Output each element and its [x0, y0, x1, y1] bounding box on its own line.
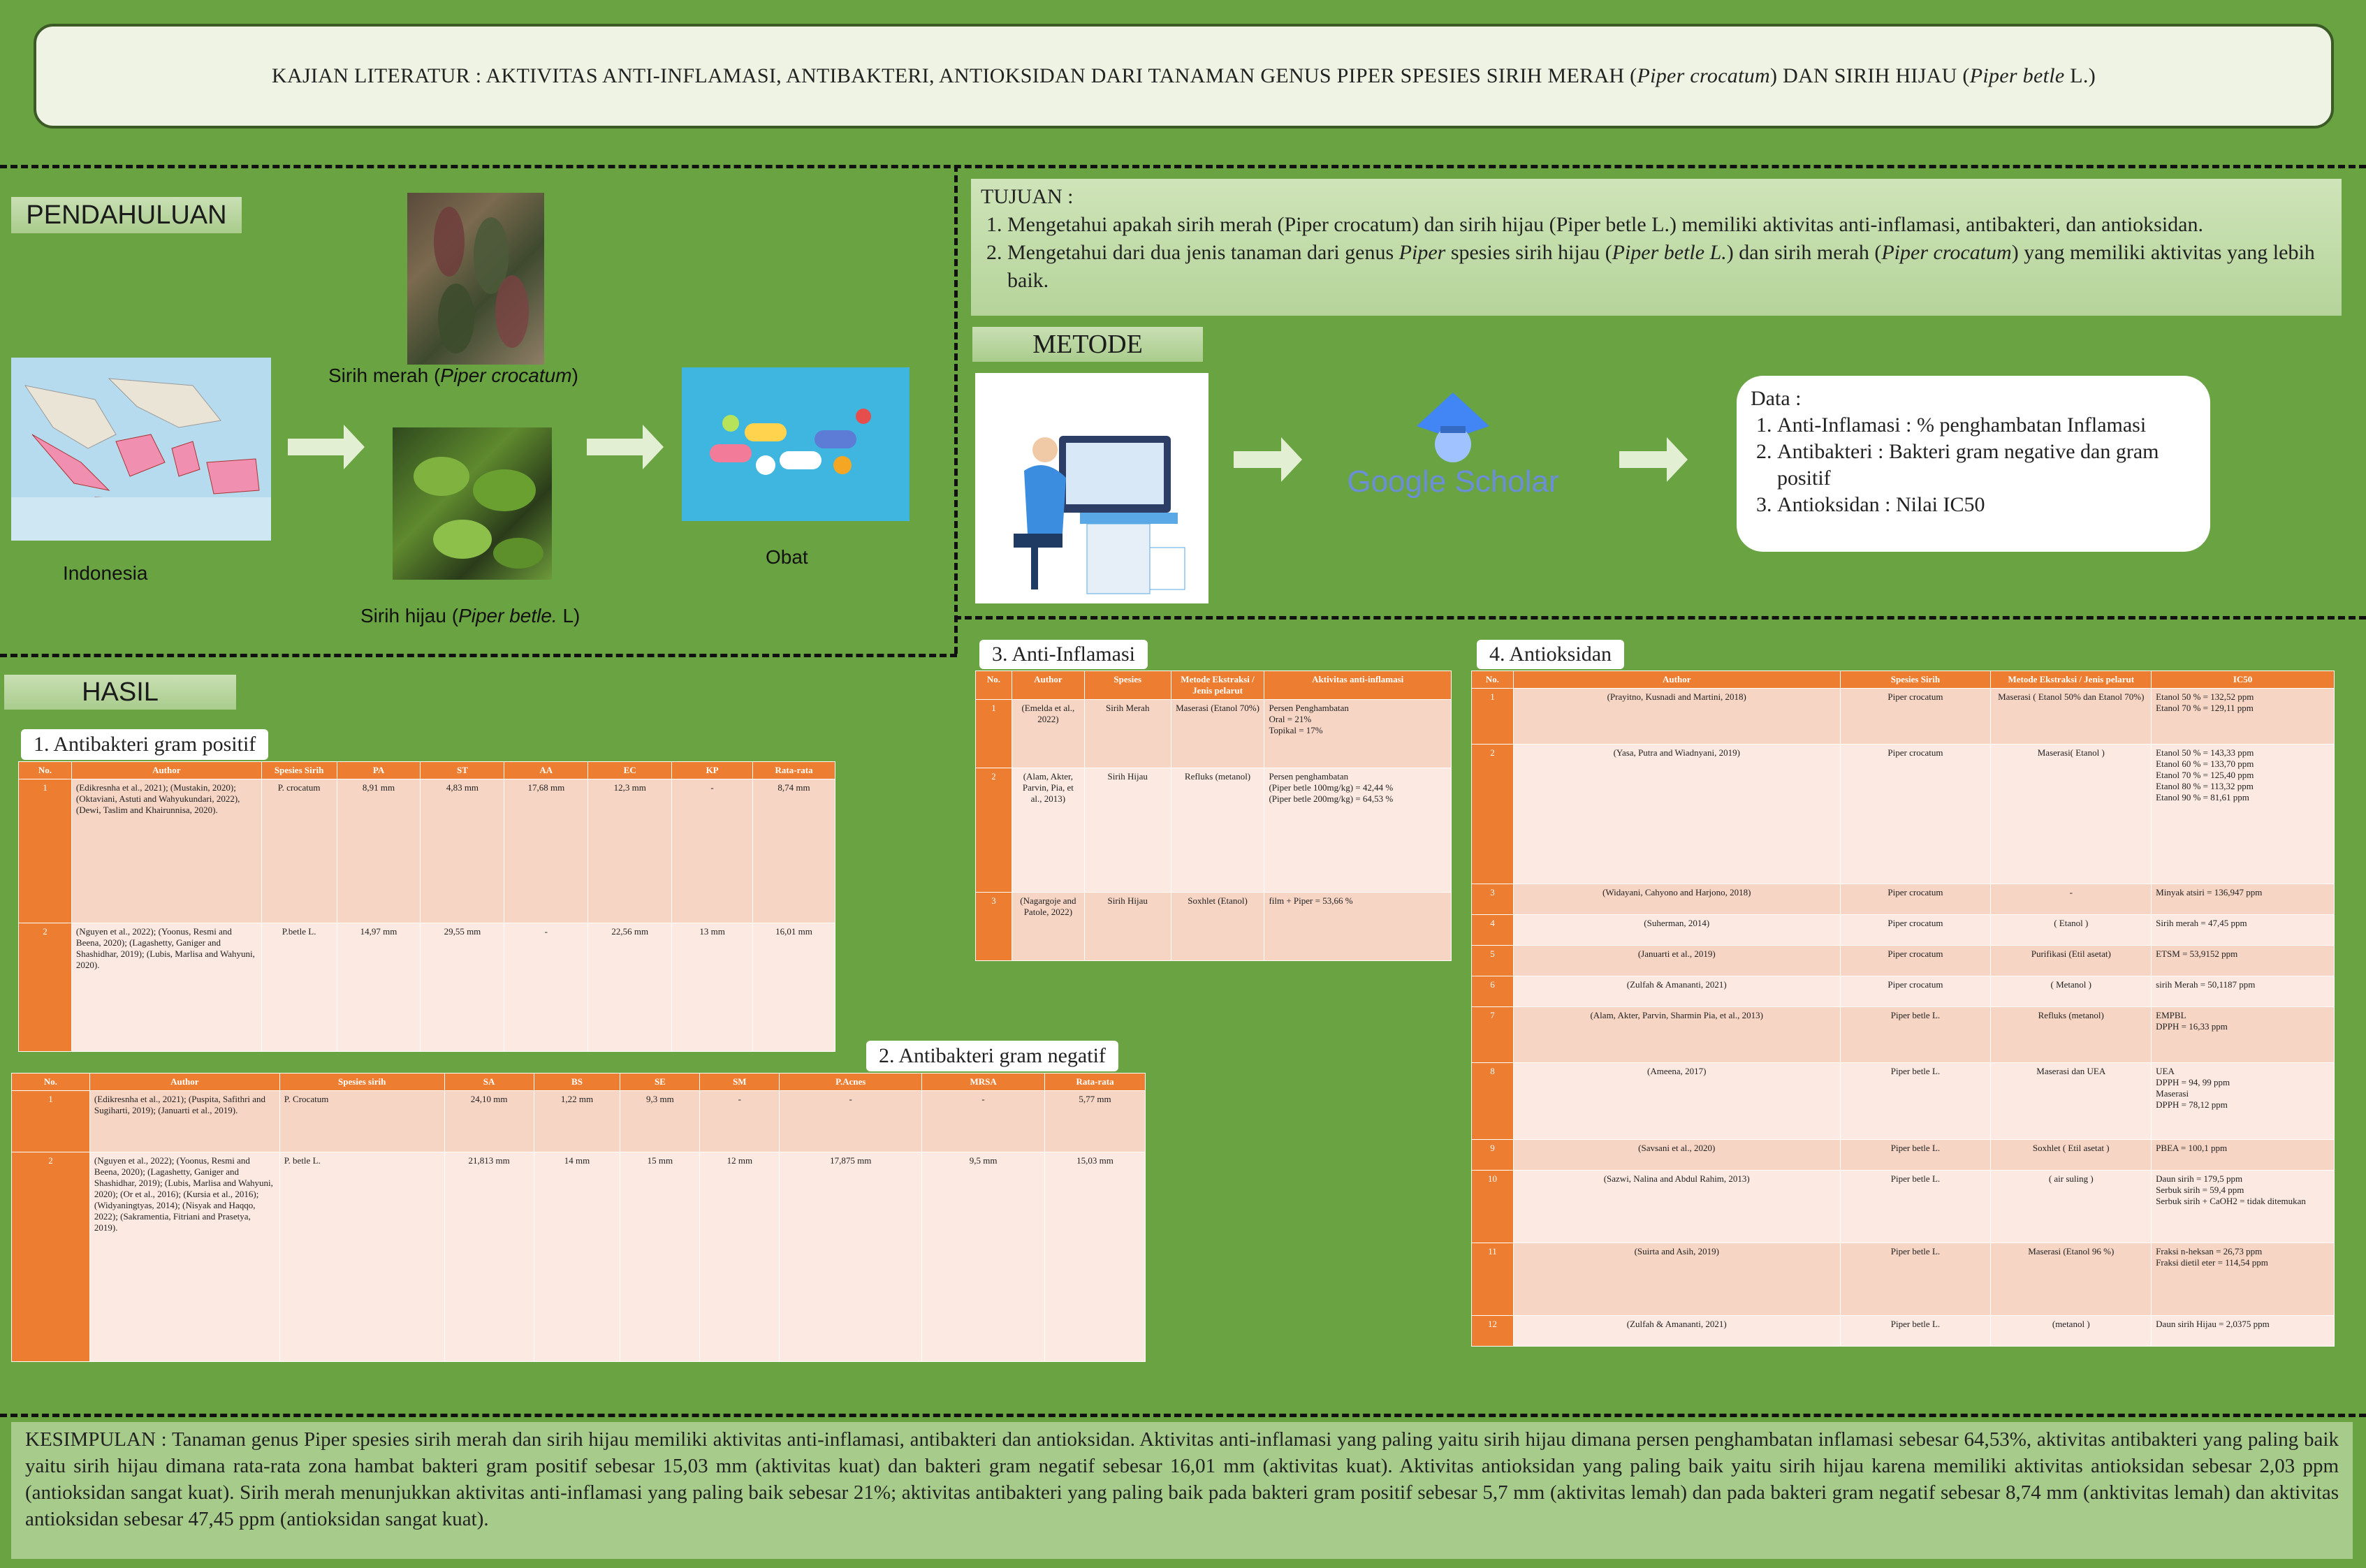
table-row	[1472, 1243, 2335, 1316]
t4-cell: PBEA = 100,1 ppm	[2152, 1140, 2335, 1171]
table-row	[1472, 946, 2335, 976]
t1-header-cell: KP	[672, 762, 753, 779]
t2-header-cell: Author	[89, 1074, 279, 1091]
t4-cell: Fraksi n-heksan = 26,73 ppm Fraksi dietil eter = 114,54 ppm	[2152, 1243, 2335, 1316]
t1-cell: 4,83 mm	[421, 779, 504, 923]
t4-cell: Soxhlet ( Etil asetat )	[1991, 1140, 2152, 1171]
t4-cell: 5	[1472, 946, 1514, 976]
table-row	[1472, 915, 2335, 946]
title-text-c: L.)	[2064, 64, 2096, 87]
data-list	[1751, 412, 2196, 518]
table-row	[1472, 745, 2335, 884]
t4-cell: 10	[1472, 1171, 1514, 1243]
t1-header-cell: PA	[337, 762, 421, 779]
t2-cell: 2	[12, 1152, 90, 1362]
t4-cell: Piper crocatum	[1840, 915, 1991, 946]
t1-header-cell: ST	[421, 762, 504, 779]
sirih-hijau-label-a: Sirih hijau (	[360, 605, 459, 627]
t3-header-cell: Author	[1012, 671, 1084, 700]
kesimpulan-box	[11, 1422, 2353, 1559]
pendahuluan-label: PENDAHULUAN	[11, 197, 242, 233]
t4-cell: (Alam, Akter, Parvin, Sharmin Pia, et al., 2013)	[1513, 1007, 1840, 1063]
t2-cell: 9,5 mm	[922, 1152, 1045, 1362]
t2-cell: 24,10 mm	[444, 1091, 534, 1152]
t4-cell: Daun sirih Hijau = 2,0375 ppm	[2152, 1316, 2335, 1347]
t4-cell: 11	[1472, 1243, 1514, 1316]
divider-right-horizontal	[954, 616, 2366, 620]
tujuan-item-2	[1007, 239, 2332, 295]
sirih-merah-photo	[407, 193, 544, 365]
t1-cell: 13 mm	[672, 923, 753, 1052]
table3-header	[976, 671, 1452, 700]
table-antibakteri-positif	[18, 761, 835, 1052]
arrow-icon	[288, 439, 345, 455]
t2-cell: (Edikresnha et al., 2021); (Puspita, Safithri and Sugiharti, 2019); (Januarti et al., 2019).	[89, 1091, 279, 1152]
data-box	[1737, 376, 2210, 552]
t1-cell: P. crocatum	[261, 779, 337, 923]
google-scholar-text: Google Scholar	[1347, 464, 1559, 499]
t4-cell: (Widayani, Cahyono and Harjono, 2018)	[1513, 884, 1840, 915]
t3-cell: 2	[976, 768, 1012, 893]
t4-cell: Piper crocatum	[1840, 976, 1991, 1007]
t4-cell: Etanol 50 % = 132,52 ppm Etanol 70 % = 129,11 ppm	[2152, 689, 2335, 745]
t2-cell: 1,22 mm	[534, 1091, 620, 1152]
sirih-hijau-label-b: L)	[557, 605, 580, 627]
table-row	[1472, 1171, 2335, 1243]
t4-header-cell: No.	[1472, 671, 1514, 689]
table-antibakteri-negatif	[11, 1073, 1146, 1362]
tujuan-item-2-b: spesies sirih hijau (	[1445, 241, 1612, 264]
t1-cell: 8,91 mm	[337, 779, 421, 923]
t4-cell: ETSM = 53,9152 ppm	[2152, 946, 2335, 976]
t1-cell: 14,97 mm	[337, 923, 421, 1052]
t4-cell: Piper crocatum	[1840, 884, 1991, 915]
t4-cell: Maserasi( Etanol )	[1991, 745, 2152, 884]
t4-cell: 8	[1472, 1063, 1514, 1140]
tujuan-item-2-d: ) yang memiliki aktivitas yang lebih baik.	[1007, 241, 2315, 292]
map-label: Indonesia	[63, 562, 148, 584]
t4-cell: (metanol )	[1991, 1316, 2152, 1347]
t1-cell: (Nguyen et al., 2022); (Yoonus, Resmi and Beena, 2020); (Lagashetty, Ganiger and Shashidhar, 2019); (Lubis, Marlisa and Wahyuni, 2020).	[71, 923, 261, 1052]
t2-header-cell: SM	[700, 1074, 780, 1091]
sirih-hijau-photo	[393, 427, 552, 580]
tujuan-item-1: 1. Mengetahui apakah sirih merah (Piper crocatum) dan sirih hijau (Piper betle L.) memiliki aktivitas anti-inflamasi, antibakteri, dan antioksidan.	[1007, 211, 2332, 239]
table-antioksidan	[1471, 671, 2335, 1347]
t1-header-cell: Rata-rata	[753, 762, 835, 779]
t2-cell: 15,03 mm	[1045, 1152, 1146, 1362]
t4-cell: UEA DPPH = 94, 99 ppm Maserasi DPPH = 78,12 ppm	[2152, 1063, 2335, 1140]
kesimpulan-text: KESIMPULAN : Tanaman genus Piper spesies sirih merah dan sirih hijau memiliki aktivitas anti-inflamasi, antibakteri dan antioksidan. Aktivitas anti-inflamasi yang paling yaitu sirih hijau dimana persen penghambatan inflamasi sebesar 64,53%, aktivitas antibakteri yang paling baik yaitu sirih hijau dimana rata-rata zona hambat bakteri gram positif sebesar 15,03 mm (aktivitas kuat) dan bakteri gram negatif sebesar 16,01 mm (aktivitas kuat). Aktivitas antioksidan yang paling baik yaitu sirih hijau karena memiliki aktivitas antioksidan sebesar 2,03 ppm (antioksidan sangat kuat). Sirih merah menunjukkan aktivitas anti-inflamasi yang paling baik sebesar 21%; aktivitas antibakteri yang paling baik pada bakteri gram positif sebesar 5,7 mm (aktivitas lemah) dan pada bakteri gram negatif sebesar 8,74 mm (anktivitas lemah) dan aktivitas antioksidan sebesar 47,45 ppm (antioksidan sangat kuat).	[25, 1428, 2339, 1530]
table-row	[1472, 1140, 2335, 1171]
t2-header-cell: P.Acnes	[780, 1074, 922, 1091]
t3-cell: (Emelda et al., 2022)	[1012, 700, 1084, 768]
t3-cell: 1	[976, 700, 1012, 768]
t1-header-cell: No.	[19, 762, 72, 779]
t4-cell: 12	[1472, 1316, 1514, 1347]
divider-bottom	[0, 1414, 2366, 1417]
t4-cell: Piper betle L.	[1840, 1316, 1991, 1347]
t4-cell: (Yasa, Putra and Wiadnyani, 2019)	[1513, 745, 1840, 884]
tujuan-item-2-i1: Piper	[1399, 241, 1446, 264]
title-italic-b: Piper betle	[1969, 64, 2065, 87]
t2-cell: -	[780, 1091, 922, 1152]
leaf-icon	[407, 193, 544, 365]
t4-cell: 1	[1472, 689, 1514, 745]
t3-header-cell: Metode Ekstraksi / Jenis pelarut	[1171, 671, 1264, 700]
table-anti-inflamasi	[975, 671, 1452, 961]
tujuan-item-2-i2: Piper betle L.	[1612, 241, 1727, 264]
t4-header-cell: Spesies Sirih	[1840, 671, 1991, 689]
t2-cell: 14 mm	[534, 1152, 620, 1362]
t4-cell: 3	[1472, 884, 1514, 915]
table2-caption: 2. Antibakteri gram negatif	[866, 1041, 1118, 1071]
sirih-hijau-label-italic: Piper betle.	[458, 605, 557, 627]
t2-cell: 1	[12, 1091, 90, 1152]
tujuan-list	[981, 211, 2332, 295]
t4-cell: EMPBL DPPH = 16,33 ppm	[2152, 1007, 2335, 1063]
t2-header-cell: BS	[534, 1074, 620, 1091]
divider-mid-vertical	[954, 165, 958, 654]
arrow-icon	[1234, 451, 1283, 468]
t2-header-cell: No.	[12, 1074, 90, 1091]
google-scholar-logo	[1343, 388, 1563, 514]
table-row	[976, 700, 1452, 768]
t4-cell: ( air suling )	[1991, 1171, 2152, 1243]
t2-cell: (Nguyen et al., 2022); (Yoonus, Resmi and Beena, 2020); (Lagashetty, Ganiger and Shashidhar, 2019); (Lubis, Marlisa and Wahyuni, 2020); (Or et al., 2016); (Kursia et al., 2016); (Widyaningtyas, 2014); (Nisyak and Haqqo, 2022); (Sakramentia, Fitriani and Prasetya, 2019).	[89, 1152, 279, 1362]
t1-cell: 8,74 mm	[753, 779, 835, 923]
data-title: Data :	[1751, 387, 1802, 410]
table4-caption: 4. Antioksidan	[1477, 640, 1624, 669]
hasil-label: HASIL	[4, 675, 236, 710]
t4-cell: (Zulfah & Amananti, 2021)	[1513, 1316, 1840, 1347]
t4-cell: Maserasi dan UEA	[1991, 1063, 2152, 1140]
t4-cell: (Prayitno, Kusnadi and Martini, 2018)	[1513, 689, 1840, 745]
sirih-merah-label-a: Sirih merah (	[328, 365, 441, 386]
t2-cell: P. Crocatum	[279, 1091, 444, 1152]
title-italic-a: Piper crocatum	[1637, 64, 1771, 87]
t4-header-cell: Author	[1513, 671, 1840, 689]
table-row	[1472, 976, 2335, 1007]
t4-cell: (Januarti et al., 2019)	[1513, 946, 1840, 976]
table4-header	[1472, 671, 2335, 689]
sirih-merah-label-b: )	[571, 365, 578, 386]
t3-cell: (Alam, Akter, Parvin, Pia, et al., 2013)	[1012, 768, 1084, 893]
tujuan-label: TUJUAN :	[981, 185, 1074, 208]
tujuan-item-2-a: Mengetahui dari dua jenis tanaman dari genus	[1007, 241, 1399, 264]
t4-cell: 9	[1472, 1140, 1514, 1171]
t4-cell: sirih Merah = 50,1187 ppm	[2152, 976, 2335, 1007]
t1-header-cell: EC	[588, 762, 672, 779]
leaf-icon	[393, 427, 552, 580]
table-row	[976, 893, 1452, 961]
t3-header-cell: Spesies	[1084, 671, 1171, 700]
t4-cell: Piper crocatum	[1840, 689, 1991, 745]
t1-cell: 12,3 mm	[588, 779, 672, 923]
t3-cell: Sirih Hijau	[1084, 893, 1171, 961]
t2-cell: 21,813 mm	[444, 1152, 534, 1362]
t3-cell: Persen Penghambatan Oral = 21% Topikal = 17%	[1264, 700, 1452, 768]
t2-header-cell: SA	[444, 1074, 534, 1091]
t4-cell: Piper betle L.	[1840, 1063, 1991, 1140]
t2-cell: P. betle L.	[279, 1152, 444, 1362]
tujuan-box	[971, 179, 2342, 316]
t4-cell: Piper betle L.	[1840, 1007, 1991, 1063]
t1-cell: (Edikresnha et al., 2021); (Mustakin, 2020); (Oktaviani, Astuti and Wahyukundari, 2022), (Dewi, Taslim and Khairunnisa, 2020).	[71, 779, 261, 923]
table3-caption: 3. Anti-Inflamasi	[979, 640, 1148, 669]
t4-cell: (Suirta and Asih, 2019)	[1513, 1243, 1840, 1316]
t2-cell: 5,77 mm	[1045, 1091, 1146, 1152]
title-text-a: KAJIAN LITERATUR : AKTIVITAS ANTI-INFLAMASI, ANTIBAKTERI, ANTIOKSIDAN DARI TANAMAN GENUS PIPER SPESIES SIRIH MERAH (	[272, 64, 1637, 87]
t4-cell: Minyak atsiri = 136,947 ppm	[2152, 884, 2335, 915]
data-item-3: 3. Antioksidan : Nilai IC50	[1777, 492, 2196, 518]
t2-cell: 17,875 mm	[780, 1152, 922, 1362]
arrow-icon	[587, 439, 644, 455]
t3-header-cell: Aktivitas anti-inflamasi	[1264, 671, 1452, 700]
map-icon	[11, 358, 271, 541]
title-text-b: ) DAN SIRIH HIJAU (	[1770, 64, 1970, 87]
t3-cell: (Nagargoje and Patole, 2022)	[1012, 893, 1084, 961]
table-row	[12, 1152, 1146, 1362]
t4-cell: Refluks (metanol)	[1991, 1007, 2152, 1063]
t1-cell: -	[672, 779, 753, 923]
table-row	[1472, 1063, 2335, 1140]
t2-header-cell: SE	[620, 1074, 700, 1091]
t1-cell: P.betle L.	[261, 923, 337, 1052]
t4-cell: Piper betle L.	[1840, 1243, 1991, 1316]
divider-left-horizontal	[0, 654, 957, 657]
sirih-merah-label	[328, 365, 578, 387]
t4-cell: (Zulfah & Amananti, 2021)	[1513, 976, 1840, 1007]
t4-cell: 4	[1472, 915, 1514, 946]
t4-cell: -	[1991, 884, 2152, 915]
data-item-1: 1. Anti-Inflamasi : % penghambatan Inflamasi	[1777, 412, 2196, 439]
table-row	[12, 1091, 1146, 1152]
t2-header-cell: Spesies sirih	[279, 1074, 444, 1091]
t1-cell: 29,55 mm	[421, 923, 504, 1052]
t3-header-cell: No.	[976, 671, 1012, 700]
t4-cell: (Ameena, 2017)	[1513, 1063, 1840, 1140]
table-row	[19, 779, 835, 923]
t3-cell: Refluks (metanol)	[1171, 768, 1264, 893]
t1-header-cell: Author	[71, 762, 261, 779]
t4-cell: ( Metanol )	[1991, 976, 2152, 1007]
t1-cell: 22,56 mm	[588, 923, 672, 1052]
table-row	[1472, 1007, 2335, 1063]
table-row	[976, 768, 1452, 893]
sirih-hijau-label	[360, 605, 580, 627]
t4-cell: Maserasi (Etanol 96 %)	[1991, 1243, 2152, 1316]
table1-header	[19, 762, 835, 779]
t1-cell: 17,68 mm	[504, 779, 588, 923]
t1-cell: -	[504, 923, 588, 1052]
pills-icon	[682, 367, 910, 521]
data-item-2: 2. Antibakteri : Bakteri gram negative dan gram positif	[1777, 439, 2196, 492]
t2-cell: 15 mm	[620, 1152, 700, 1362]
table-row	[1472, 1316, 2335, 1347]
t3-cell: Soxhlet (Etanol)	[1171, 893, 1264, 961]
t3-cell: Sirih Hijau	[1084, 768, 1171, 893]
researcher-illustration	[975, 373, 1208, 603]
metode-label: METODE	[972, 327, 1203, 362]
t4-cell: ( Etanol )	[1991, 915, 2152, 946]
t4-cell: Purifikasi (Etil asetat)	[1991, 946, 2152, 976]
t4-cell: Daun sirih = 179,5 ppm Serbuk sirih = 59,4 ppm Serbuk sirih + CaOH2 = tidak ditemukan	[2152, 1171, 2335, 1243]
t4-cell: Etanol 50 % = 143,33 ppm Etanol 60 % = 133,70 ppm Etanol 70 % = 125,40 ppm Etanol 80 % = 113,32 ppm Etanol 90 % = 81,61 ppm	[2152, 745, 2335, 884]
t4-cell: (Savsani et al., 2020)	[1513, 1140, 1840, 1171]
table2-header	[12, 1074, 1146, 1091]
t4-cell: (Sazwi, Nalina and Abdul Rahim, 2013)	[1513, 1171, 1840, 1243]
t4-cell: Piper crocatum	[1840, 745, 1991, 884]
divider-top	[0, 165, 2366, 168]
t4-cell: Maserasi ( Etanol 50% dan Etanol 70%)	[1991, 689, 2152, 745]
t2-cell: 12 mm	[700, 1152, 780, 1362]
table-row	[1472, 884, 2335, 915]
t4-cell: Piper betle L.	[1840, 1140, 1991, 1171]
t4-cell: (Suherman, 2014)	[1513, 915, 1840, 946]
tujuan-item-2-i3: Piper crocatum	[1881, 241, 2012, 264]
arrow-icon	[1619, 451, 1668, 468]
t1-cell: 1	[19, 779, 72, 923]
tujuan-item-2-c: ) dan sirih merah (	[1726, 241, 1882, 264]
obat-label: Obat	[766, 546, 808, 568]
t1-cell: 2	[19, 923, 72, 1052]
t4-cell: Piper betle L.	[1840, 1171, 1991, 1243]
t2-cell: -	[700, 1091, 780, 1152]
scholar-cap-icon	[1343, 388, 1563, 465]
t4-cell: Piper crocatum	[1840, 946, 1991, 976]
t3-cell: Maserasi (Etanol 70%)	[1171, 700, 1264, 768]
t1-cell: 16,01 mm	[753, 923, 835, 1052]
sirih-merah-label-italic: Piper crocatum	[440, 365, 572, 386]
t4-cell: Sirih merah = 47,45 ppm	[2152, 915, 2335, 946]
table-row	[1472, 689, 2335, 745]
t2-header-cell: Rata-rata	[1045, 1074, 1146, 1091]
t4-cell: 6	[1472, 976, 1514, 1007]
t1-header-cell: AA	[504, 762, 588, 779]
t3-cell: film + Piper = 53,66 %	[1264, 893, 1452, 961]
t3-cell: Sirih Merah	[1084, 700, 1171, 768]
t3-cell: Persen penghambatan (Piper betle 100mg/kg) = 42,44 % (Piper betle 200mg/kg) = 64,53 %	[1264, 768, 1452, 893]
t2-cell: 9,3 mm	[620, 1091, 700, 1152]
t3-cell: 3	[976, 893, 1012, 961]
t2-header-cell: MRSA	[922, 1074, 1045, 1091]
t4-header-cell: Metode Ekstraksi / Jenis pelarut	[1991, 671, 2152, 689]
t4-cell: 2	[1472, 745, 1514, 884]
t4-cell: 7	[1472, 1007, 1514, 1063]
table-row	[19, 923, 835, 1052]
indonesia-map	[11, 358, 271, 541]
t2-cell: -	[922, 1091, 1045, 1152]
computer-desk-icon	[975, 373, 1208, 603]
poster-title	[34, 24, 2334, 129]
t1-header-cell: Spesies Sirih	[261, 762, 337, 779]
t4-header-cell: IC50	[2152, 671, 2335, 689]
obat-photo	[682, 367, 910, 521]
table1-caption: 1. Antibakteri gram positif	[21, 729, 268, 760]
